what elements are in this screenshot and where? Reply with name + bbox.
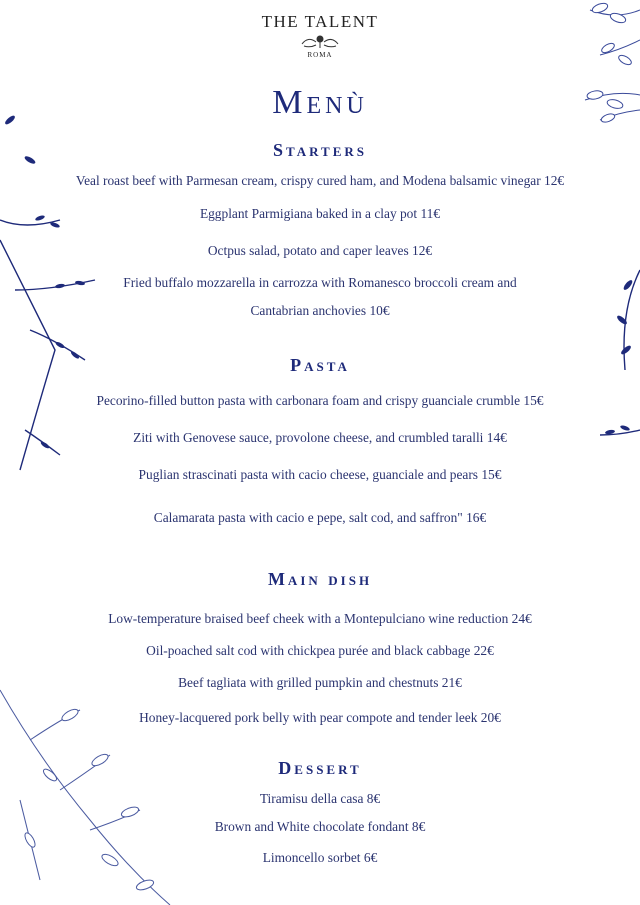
- menu-item: Low-temperature braised beef cheek with a Montepulciano wine reduction 24€: [108, 611, 532, 626]
- menu-item: Oil-poached salt cod with chickpea purée and black cabbage 22€: [146, 643, 494, 658]
- section-title-main-dish: Main dish: [267, 569, 373, 589]
- menu-item: Brown and White chocolate fondant 8€: [214, 819, 426, 834]
- section-title-pasta: Pasta: [290, 355, 350, 375]
- menu-item: Eggplant Parmigiana baked in a clay pot 11€: [199, 206, 441, 221]
- menu-item: Tiramisu della casa 8€: [259, 791, 381, 806]
- menu-item: Puglian strascinati pasta with cacio cheese, guanciale and pears 15€: [138, 467, 502, 482]
- menu-item: Calamarata pasta with cacio e pepe, salt cod, and saffron" 16€: [153, 510, 487, 525]
- section-title-starters: Starters: [273, 140, 367, 160]
- crest-icon: [298, 34, 342, 50]
- menu-item: Pecorino-filled button pasta with carbonara foam and crispy guanciale crumble 15€: [96, 393, 544, 408]
- section-title-dessert: Dessert: [278, 758, 362, 778]
- brand-city: ROMA: [307, 51, 333, 59]
- menu-item: Beef tagliata with grilled pumpkin and chestnuts 21€: [178, 675, 462, 690]
- menu-item: Fried buffalo mozzarella in carrozza with Romanesco broccoli cream and: [123, 275, 517, 290]
- menu-title: Menù: [272, 84, 368, 121]
- menu-item: Ziti with Genovese sauce, provolone cheese, and crumbled taralli 14€: [133, 430, 507, 445]
- brand-name: THE TALENT: [261, 12, 379, 31]
- menu-item: Octpus salad, potato and caper leaves 12€: [207, 243, 433, 258]
- brand-header: [0, 12, 640, 59]
- menu-item: Honey-lacquered pork belly with pear compote and tender leek 20€: [139, 710, 501, 725]
- menu-item: Cantabrian anchovies 10€: [250, 303, 390, 318]
- menu-item: Limoncello sorbet 6€: [262, 850, 378, 865]
- menu-item: Veal roast beef with Parmesan cream, crispy cured ham, and Modena balsamic vinegar 12€: [75, 173, 565, 188]
